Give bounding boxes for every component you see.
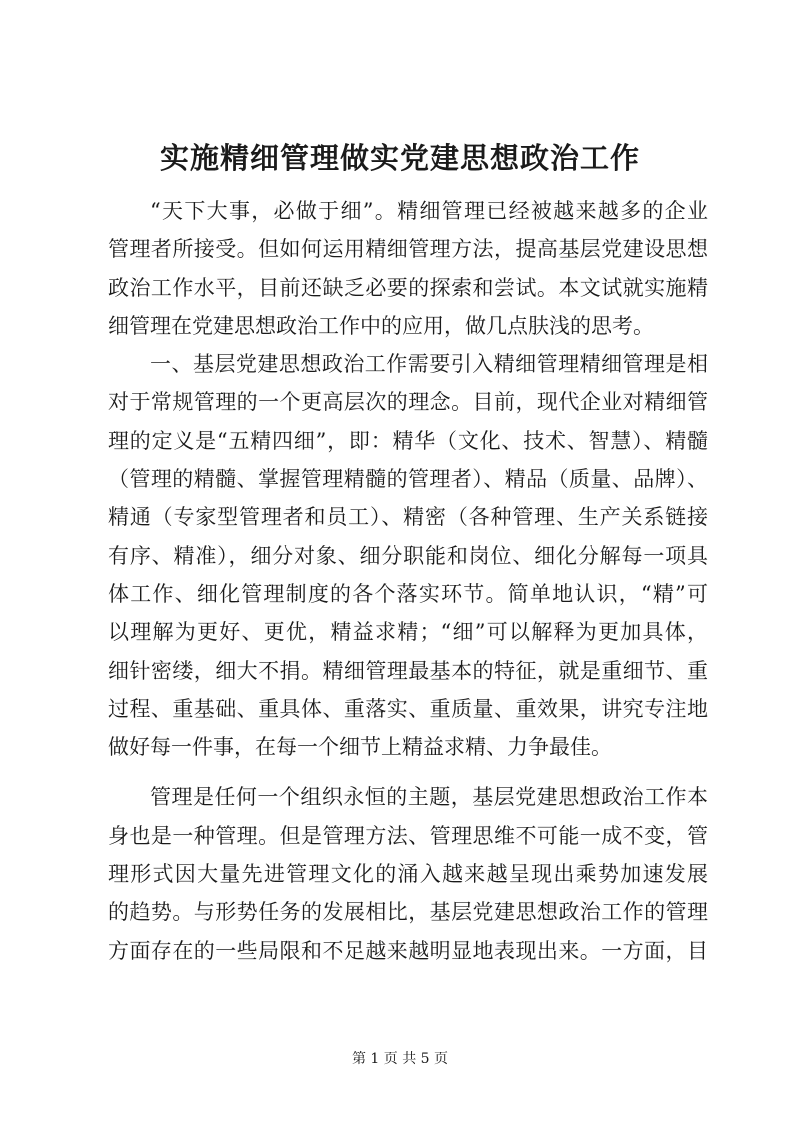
page-footer: 第 1 页 共 5 页: [351, 1051, 449, 1067]
paragraph-intro: [108, 192, 708, 345]
text-line: 做好每一件事，在每一个细节上精益求精、力争最佳。: [108, 735, 612, 760]
text-line: 以理解为更好、更优，精益求精；“细”可以解释为更加具体，: [108, 620, 708, 645]
text-line: 体工作、细化管理制度的各个落实环节。简单地认识，“精”可: [108, 581, 708, 606]
text-line: 过程、重基础、重具体、重落实、重质量、重效果，讲究专注地: [108, 696, 708, 721]
paragraph-management: [108, 778, 708, 969]
document-title: 实施精细管理做实党建思想政治工作: [159, 141, 640, 175]
text-line: 理的定义是“五精四细”，即：精华（文化、技术、智慧）、精髓: [108, 428, 708, 453]
text-line: 细管理在党建思想政治工作中的应用，做几点肤浅的思考。: [108, 313, 654, 338]
text-line: 细针密缕，细大不捐。精细管理最基本的特征，就是重细节、重: [108, 658, 708, 683]
paragraph-spacer: [108, 766, 708, 778]
text-line: 理形式因大量先进管理文化的涌入越来越呈现出乘势加速发展: [108, 862, 708, 887]
text-line: 的趋势。与形势任务的发展相比，基层党建思想政治工作的管理: [108, 900, 708, 925]
text-line: 方面存在的一些局限和不足越来越明显地表现出来。一方面，目: [108, 938, 708, 963]
text-line: 政治工作水平，目前还缺乏必要的探索和尝试。本文试就实施精: [108, 275, 708, 300]
text-line: （管理的精髓、掌握管理精髓的管理者）、精品（质量、品牌）、: [108, 467, 708, 492]
text-line: “天下大事，必做于细”。精细管理已经被越来越多的企业: [150, 199, 708, 223]
text-line: 精通（专家型管理者和员工）、精密（各种管理、生产关系链接: [108, 505, 708, 530]
text-line: 管理是任何一个组织永恒的主题，基层党建思想政治工作本: [150, 785, 708, 810]
text-line: 有序、精准），细分对象、细分职能和岗位、细化分解每一项具: [108, 543, 708, 568]
text-line: 对于常规管理的一个更高层次的理念。目前，现代企业对精细管: [108, 390, 708, 415]
document-body: [108, 192, 708, 970]
text-line: 一、基层党建思想政治工作需要引入精细管理精细管理是相: [150, 352, 708, 377]
text-line: 管理者所接受。但如何运用精细管理方法，提高基层党建设思想: [108, 237, 708, 262]
paragraph-section-one: [108, 345, 708, 766]
text-line: 身也是一种管理。但是管理方法、管理思维不可能一成不变，管: [108, 823, 708, 848]
